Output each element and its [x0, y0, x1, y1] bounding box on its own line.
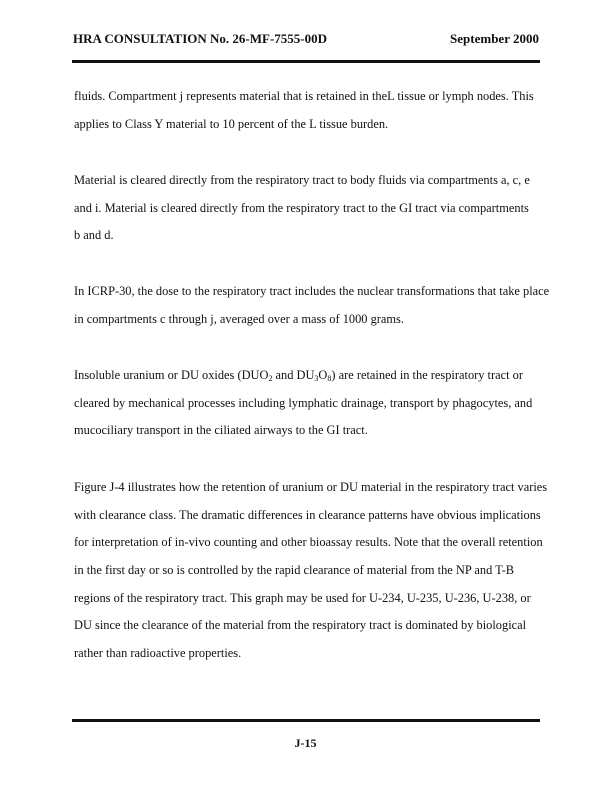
text-line: fluids. Compartment j represents material that is retained in theL tissue or lymph nodes. This [74, 89, 534, 103]
paragraph-figure-j4 [74, 474, 548, 668]
subscript: 3 [314, 374, 319, 383]
paragraph-insoluble-oxides [74, 362, 544, 445]
text-line: cleared by mechanical processes including lymphatic drainage, transport by phagocytes, and [74, 395, 533, 410]
text-line: Material is cleared directly from the respiratory tract to body fluids via compartments a, c, e [74, 173, 530, 187]
paragraph-clearance-routes [74, 167, 544, 250]
text-segment: and DU [272, 368, 315, 382]
text-line: in the first day or so is controlled by the rapid clearance of material from the NP and T-B [74, 563, 514, 578]
paragraph-compartment-j [74, 83, 544, 138]
text-line: applies to Class Y material to 10 percent of the L tissue burden. [74, 116, 389, 131]
text-line: with clearance class. The dramatic differences in clearance patterns have obvious implications [74, 507, 541, 522]
paragraph-icrp30-dose [74, 278, 550, 333]
text-line: regions of the respiratory tract. This graph may be used for U-234, U-235, U-236, U-238, or [74, 590, 531, 605]
subscript: 8 [327, 374, 332, 383]
text-line: rather than radioactive properties. [74, 646, 242, 661]
text-line: in compartments c through j, averaged over a mass of 1000 grams. [74, 311, 404, 326]
text-line: DU since the clearance of the material from the respiratory tract is dominated by biological [74, 618, 527, 633]
text-line: for interpretation of in-vivo counting and other bioassay results. Note that the overall retention [74, 535, 543, 550]
text-segment: ) are retained in the respiratory tract or [331, 368, 523, 382]
text-line: Figure J-4 illustrates how the retention of uranium or DU material in the respiratory tract varies [74, 480, 548, 494]
text-segment: O [318, 368, 328, 382]
subscript: 2 [268, 374, 273, 383]
text-line: In ICRP-30, the dose to the respiratory tract includes the nuclear transformations that take place [74, 284, 550, 298]
text-segment: Insoluble uranium or DU oxides (DUO [74, 368, 269, 382]
document-header-date: September 2000 [450, 31, 539, 46]
text-line: and i. Material is cleared directly from the respiratory tract to the GI tract via compartments [74, 200, 529, 215]
text-line: mucociliary transport in the ciliated airways to the GI tract. [74, 423, 368, 438]
page-number: J-15 [294, 736, 317, 750]
text-line-with-formulas [74, 362, 544, 390]
document-header-title: HRA CONSULTATION No. 26-MF-7555-00D [73, 31, 327, 46]
footer-rule [72, 719, 540, 722]
text-line: b and d. [74, 228, 114, 243]
header-rule [72, 60, 540, 63]
